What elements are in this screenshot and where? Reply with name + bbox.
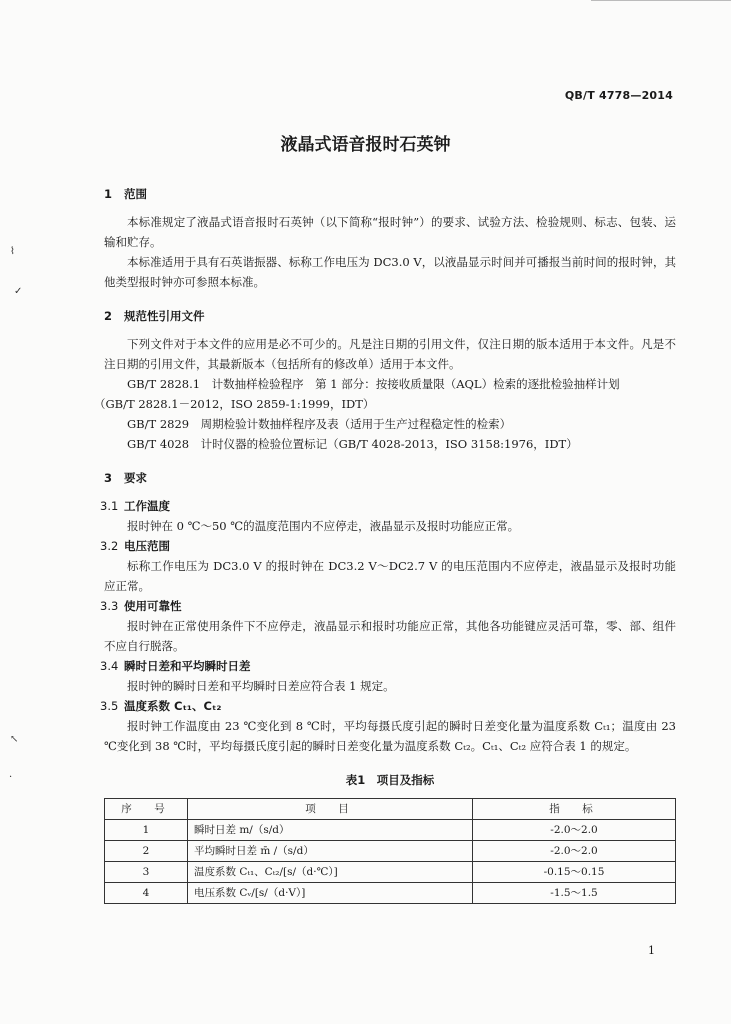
references-intro: 下列文件对于本文件的应用是必不可少的。凡是注日期的引用文件，仅注日期的版本适用于本文件。凡是不注日期的引用文件，其最新版本（包括所有的修改单）适用于本文件。 (104, 337, 676, 371)
table-cell: 平均瞬时日差 m̄ /（s/d） (188, 841, 473, 862)
subsection-number: 3.4 (100, 659, 119, 673)
scope-paragraph-1: 本标准规定了液晶式语音报时石英钟（以下简称“报时钟”）的要求、试验方法、检验规则、标志、包装、运输和贮存。 (104, 215, 676, 249)
table-cell: -2.0～2.0 (473, 841, 676, 862)
scan-edge-line (591, 0, 731, 1)
table-cell: 3 (105, 862, 188, 883)
scan-mark: ⌇ (10, 246, 15, 257)
section-number: 1 (104, 187, 113, 201)
scope-paragraph-2: 本标准适用于具有石英谐振器、标称工作电压为 DC3.0 V，以液晶显示时间并可播报当前时间的报时钟，其他类型报时钟亦可参照本标准。 (104, 255, 676, 289)
section-title: 要求 (124, 471, 147, 485)
table-cell: 2 (105, 841, 188, 862)
section-title: 范围 (124, 187, 147, 201)
subsection-text: 报时钟在正常使用条件下不应停走，液晶显示和报时功能应正常，其他各功能键应灵活可靠，零、部、组件不应自行脱落。 (104, 619, 676, 653)
column-header: 指 标 (473, 799, 676, 820)
subsection-number: 3.2 (100, 539, 119, 553)
table-cell: 瞬时日差 m/（s/d） (188, 820, 473, 841)
subsection-title: 瞬时日差和平均瞬时日差 (124, 659, 251, 673)
section-title: 规范性引用文件 (124, 309, 205, 323)
subsection-title: 温度系数 Cₜ₁、Cₜ₂ (124, 699, 222, 713)
column-header: 项 目 (188, 799, 473, 820)
reference-item: GB/T 2828.1 计数抽样检验程序 第 1 部分：按接收质量限（AQL）检索的逐批检验抽样计划 (127, 377, 620, 391)
subsection-text: 报时钟工作温度由 23 ℃变化到 8 ℃时，平均每摄氏度引起的瞬时日差变化量为温度系数 Cₜ₁；温度由 23 ℃变化到 38 ℃时，平均每摄氏度引起的瞬时日差变化量为温度系数 Cₜ₂。Cₜ₁、Cₜ₂ 应符合表 1 的规定。 (104, 719, 676, 753)
subsection-heading (100, 596, 676, 616)
table-cell: 温度系数 Cₜ₁、Cₜ₂/[s/（d·℃）] (188, 862, 473, 883)
standard-code: QB/T 4778—2014 (564, 89, 673, 102)
table-cell: 电压系数 Cᵥ/[s/（d·V）] (188, 883, 473, 904)
table-row (105, 862, 676, 883)
table-cell: 4 (105, 883, 188, 904)
subsection-text: 报时钟在 0 ℃～50 ℃的温度范围内不应停走，液晶显示及报时功能应正常。 (127, 519, 520, 533)
table-row (105, 883, 676, 904)
section-1-heading (104, 184, 676, 204)
document-body (94, 178, 676, 904)
table-row (105, 820, 676, 841)
table-cell: -1.5～1.5 (473, 883, 676, 904)
subsection-heading (100, 496, 676, 516)
scan-mark: · (9, 772, 13, 783)
subsection-heading (100, 656, 676, 676)
section-2-heading (104, 306, 676, 326)
table-caption: 表1 项目及指标 (345, 773, 435, 787)
table-cell: 1 (105, 820, 188, 841)
section-number: 2 (104, 309, 113, 323)
subsection-heading (100, 696, 676, 716)
reference-item: GB/T 4028 计时仪器的检验位置标记（GB/T 4028-2013，ISO 3158:1976，IDT） (127, 437, 578, 451)
section-3-heading (104, 468, 676, 488)
column-header: 序 号 (105, 799, 188, 820)
subsection-title: 电压范围 (124, 539, 170, 553)
section-number: 3 (104, 471, 113, 485)
subsection-number: 3.5 (100, 699, 119, 713)
subsection-text: 标称工作电压为 DC3.0 V 的报时钟在 DC3.2 V～DC2.7 V 的电压范围内不应停走，液晶显示及报时功能应正常。 (104, 559, 676, 593)
table-row (105, 841, 676, 862)
scan-mark: ↖ (10, 734, 19, 745)
subsection-title: 使用可靠性 (124, 599, 182, 613)
table-header-row (105, 799, 676, 820)
reference-item: GB/T 2829 周期检验计数抽样程序及表（适用于生产过程稳定性的检索） (127, 417, 512, 431)
table-cell: -0.15～0.15 (473, 862, 676, 883)
subsection-heading (100, 536, 676, 556)
table-cell: -2.0～2.0 (473, 820, 676, 841)
subsection-number: 3.3 (100, 599, 119, 613)
document-title: 液晶式语音报时石英钟 (280, 135, 451, 155)
scan-mark: ✓ (14, 286, 23, 297)
subsection-number: 3.1 (100, 499, 119, 513)
reference-item-continuation: （GB/T 2828.1－2012，ISO 2859-1:1999，IDT） (94, 397, 375, 411)
subsection-title: 工作温度 (124, 499, 170, 513)
page-number: 1 (648, 944, 655, 957)
subsection-text: 报时钟的瞬时日差和平均瞬时日差应符合表 1 规定。 (127, 679, 395, 693)
spec-table (104, 798, 676, 904)
